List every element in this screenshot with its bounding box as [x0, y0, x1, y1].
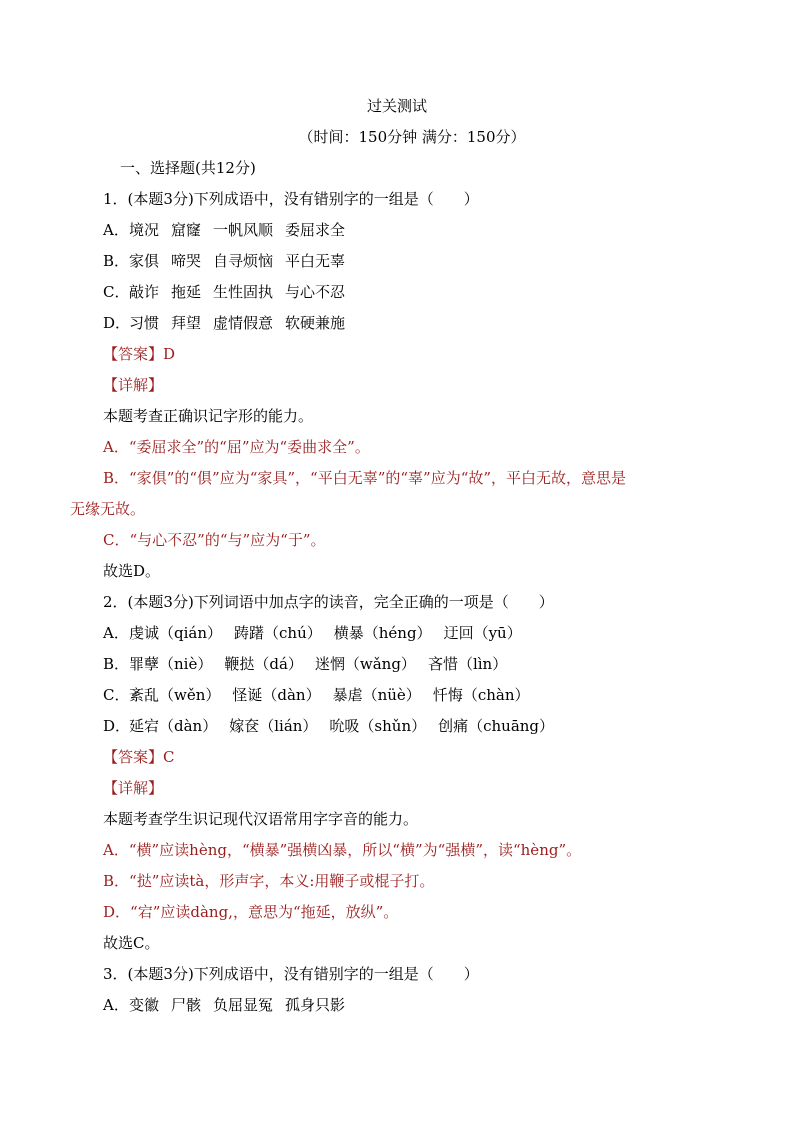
- question-1-conclusion: 故选D。: [103, 562, 161, 580]
- option-word: 尸骸: [171, 996, 202, 1014]
- question-1-answer: [103, 342, 175, 366]
- section-heading: 一、选择题(共12分): [120, 159, 256, 177]
- question-3-stem: 3．(本题3分)下列成语中，没有错别字的一组是（ ）: [103, 965, 479, 983]
- answer-tag: 【答案】: [103, 748, 164, 766]
- answer-value: D: [163, 345, 176, 363]
- option-word: 境况: [129, 221, 160, 239]
- option-letter: D．: [103, 314, 131, 332]
- question-2-option-c: [103, 683, 541, 707]
- answer-value: C: [163, 748, 175, 766]
- option-word: 吝惜（lìn）: [427, 655, 508, 673]
- option-word: 拖延: [171, 283, 202, 301]
- question-1-note-a: A．“委屈求全”的“屈”应为“委曲求全”。: [103, 438, 370, 456]
- option-word: 窟窿: [171, 221, 202, 239]
- question-1-stem: 1．(本题3分)下列成语中，没有错别字的一组是（ ）: [103, 190, 479, 208]
- option-letter: A．: [103, 221, 129, 239]
- option-word: 生性固执: [213, 283, 274, 301]
- question-2-note-b: B．“挞”应读tà，形声字，本义:用鞭子或棍子打。: [103, 872, 435, 890]
- question-1-note-b: B．“家俱”的“俱”应为“家具”，“平白无辜”的“辜”应为“故”，平白无故，意思是: [103, 469, 627, 487]
- option-word: 与心不忍: [285, 283, 346, 301]
- option-word: 忏悔（chàn）: [432, 686, 530, 704]
- question-1-note-c: C．“与心不忍”的“与”应为“于”。: [103, 531, 326, 549]
- option-word: 啼哭: [171, 252, 202, 270]
- option-word: 延宕（dàn）: [129, 717, 218, 735]
- option-word: 横暴（héng）: [333, 624, 432, 642]
- option-word: 暴虐（nüè）: [332, 686, 421, 704]
- option-word: 嫁奁（lián）: [229, 717, 318, 735]
- option-word: 虚情假意: [213, 314, 274, 332]
- option-letter: B．: [103, 252, 130, 270]
- option-letter: D．: [103, 717, 131, 735]
- option-word: 软硬兼施: [285, 314, 346, 332]
- question-1-option-d: [103, 311, 357, 335]
- page-subtitle: （时间：150分钟 满分：150分）: [298, 128, 526, 146]
- question-2-stem: 2．(本题3分)下列词语中加点字的读音，完全正确的一项是（ ）: [103, 593, 554, 611]
- option-word: 变徽: [129, 996, 160, 1014]
- page-title: 过关测试: [366, 97, 427, 115]
- question-1-option-c: [103, 280, 357, 304]
- option-word: 孤身只影: [285, 996, 346, 1014]
- option-word: 一帆风顺: [213, 221, 274, 239]
- option-letter: C．: [103, 686, 130, 704]
- option-word: 创痛（chuāng）: [438, 717, 555, 735]
- option-word: 平白无辜: [285, 252, 346, 270]
- question-1-note-b-cont: 无缘无故。: [70, 500, 146, 518]
- option-letter: B．: [103, 655, 130, 673]
- option-word: 鞭挞（dá）: [224, 655, 303, 673]
- option-word: 家俱: [129, 252, 160, 270]
- option-word: 自寻烦恼: [213, 252, 274, 270]
- option-word: 紊乱（wěn）: [129, 686, 221, 704]
- option-word: 迂回（yū）: [443, 624, 522, 642]
- question-2-note-a: A．“横”应读hèng，“横暴”强横凶暴，所以“横”为“强横”，读“hèng”。: [103, 841, 582, 859]
- question-2-answer: [103, 745, 175, 769]
- option-word: 委屈求全: [285, 221, 346, 239]
- question-2-explain-tag: 【详解】: [103, 779, 164, 797]
- option-word: 虔诚（qián）: [129, 624, 223, 642]
- question-2-option-b: [103, 652, 519, 676]
- option-word: 迷惘（wǎng）: [314, 655, 416, 673]
- question-1-option-b: [103, 249, 357, 273]
- question-3-option-a: [103, 993, 357, 1017]
- option-word: 怪诞（dàn）: [232, 686, 321, 704]
- question-2-option-d: [103, 714, 566, 738]
- option-letter: A．: [103, 996, 129, 1014]
- option-word: 拜望: [171, 314, 202, 332]
- question-1-option-a: [103, 218, 357, 242]
- question-2-note-d: D．“宕”应读dàng,，意思为“拖延，放纵”。: [103, 903, 399, 921]
- option-word: 罪孽（niè）: [129, 655, 213, 673]
- question-2-option-a: [103, 621, 534, 645]
- question-1-explain-intro: 本题考查正确识记字形的能力。: [103, 407, 314, 425]
- option-letter: A．: [103, 624, 129, 642]
- question-2-explain-intro: 本题考查学生识记现代汉语常用字字音的能力。: [103, 810, 419, 828]
- option-letter: C．: [103, 283, 130, 301]
- question-2-conclusion: 故选C。: [103, 934, 160, 952]
- question-1-explain-tag: 【详解】: [103, 376, 164, 394]
- option-word: 踌躇（chú）: [234, 624, 322, 642]
- option-word: 习惯: [129, 314, 160, 332]
- option-word: 负屈显冤: [213, 996, 274, 1014]
- option-word: 吮吸（shǔn）: [329, 717, 427, 735]
- answer-tag: 【答案】: [103, 345, 164, 363]
- option-word: 敲诈: [129, 283, 160, 301]
